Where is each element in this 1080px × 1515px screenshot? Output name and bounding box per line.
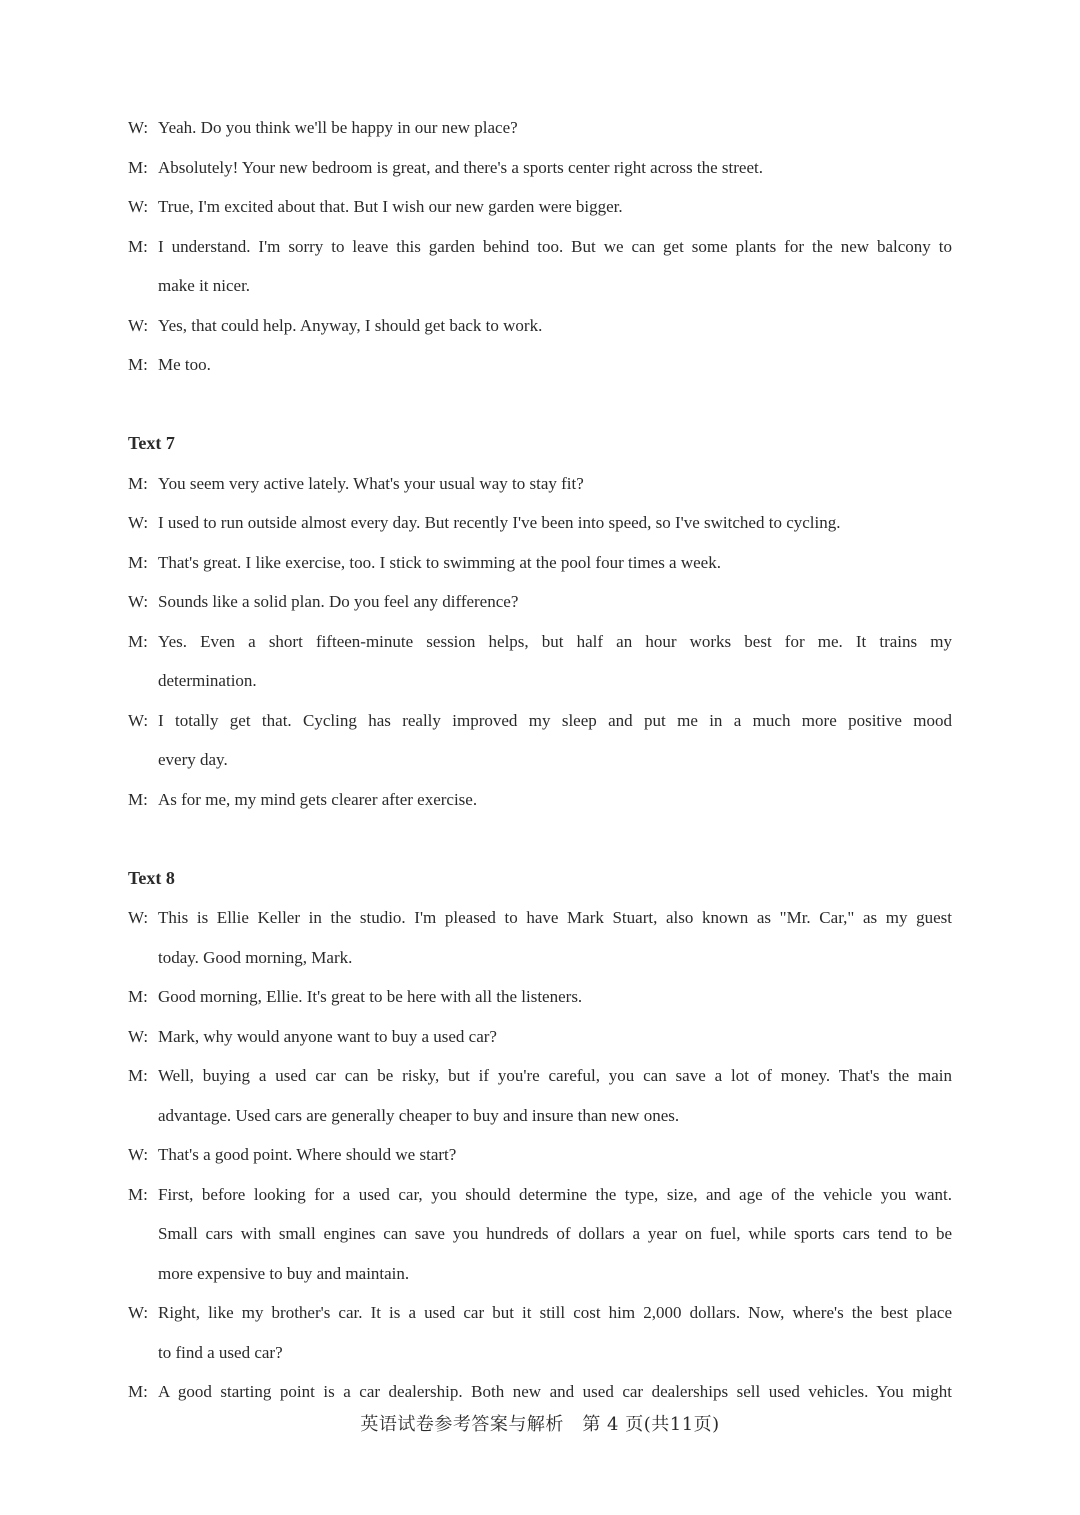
speaker-label: W: bbox=[128, 118, 149, 137]
speaker-label: M: bbox=[128, 157, 148, 177]
dialogue-line bbox=[128, 1017, 952, 1057]
dialogue-line bbox=[128, 306, 952, 346]
dialogue-line bbox=[128, 622, 952, 662]
dialogue-line bbox=[128, 148, 952, 188]
line-text: Me too. bbox=[158, 355, 211, 374]
dialogue-line bbox=[128, 780, 952, 820]
speaker-label: W: bbox=[128, 513, 149, 532]
line-text: First, before looking for a used car, you should determine the type, size, and age of the vehicle you want. bbox=[158, 1184, 952, 1204]
speaker-label: M: bbox=[128, 1184, 148, 1204]
line-text: As for me, my mind gets clearer after exercise. bbox=[158, 789, 478, 809]
dialogue-line bbox=[128, 1175, 952, 1215]
line-text: Good morning, Ellie. It's great to be here with all the listeners. bbox=[158, 987, 583, 1006]
line-text: True, I'm excited about that. But I wish our new garden were bigger. bbox=[158, 197, 623, 216]
speaker-label: W: bbox=[128, 197, 149, 216]
section-heading-text-8: Text 8 bbox=[128, 867, 175, 888]
section-heading-text-7: Text 7 bbox=[128, 433, 175, 453]
dialogue-line bbox=[128, 1293, 952, 1333]
dialogue-line bbox=[128, 464, 952, 504]
line-text: advantage. Used cars are generally cheaper to buy and insure than new ones. bbox=[158, 1105, 680, 1125]
dialogue-continuation-line bbox=[128, 266, 952, 306]
line-text: Right, like my brother's car. It is a used car but it still cost him 2,000 dollars. Now, where's the best place bbox=[158, 1303, 952, 1322]
dialogue-line bbox=[128, 543, 952, 583]
line-text: Well, buying a used car can be risky, but if you're careful, you can save a lot of money. That's the main bbox=[158, 1066, 952, 1085]
line-text: Yeah. Do you think we'll be happy in our new place? bbox=[158, 118, 518, 137]
speaker-label: M: bbox=[128, 355, 148, 374]
dialogue-line bbox=[128, 898, 952, 938]
dialogue-continuation-line bbox=[128, 1254, 952, 1294]
speaker-label: W: bbox=[128, 908, 149, 927]
line-text: to find a used car? bbox=[158, 1342, 283, 1362]
speaker-label: W: bbox=[128, 592, 149, 611]
page-footer: 英语试卷参考答案与解析 第 4 页(共11页) bbox=[360, 1414, 720, 1435]
dialogue-line bbox=[128, 345, 952, 385]
dialogue-continuation-line bbox=[128, 740, 952, 780]
speaker-label: M: bbox=[128, 552, 148, 572]
speaker-label: W: bbox=[128, 1026, 149, 1046]
speaker-label: W: bbox=[128, 1303, 149, 1322]
line-text: today. Good morning, Mark. bbox=[158, 947, 353, 967]
line-text: Mark, why would anyone want to buy a used car? bbox=[158, 1026, 497, 1046]
line-text: Sounds like a solid plan. Do you feel any difference? bbox=[158, 592, 519, 611]
line-text: more expensive to buy and maintain. bbox=[158, 1263, 410, 1283]
dialogue-line bbox=[128, 582, 952, 622]
speaker-label: W: bbox=[128, 1145, 149, 1164]
line-text: That's great. I like exercise, too. I stick to swimming at the pool four times a week. bbox=[158, 552, 721, 572]
speaker-label: M: bbox=[128, 473, 148, 493]
line-text: determination. bbox=[158, 671, 257, 690]
dialogue-continuation-line bbox=[128, 1333, 952, 1373]
line-text: I used to run outside almost every day. But recently I've been into speed, so I've switched to cycling. bbox=[158, 513, 841, 532]
dialogue-line bbox=[128, 1056, 952, 1096]
line-text: This is Ellie Keller in the studio. I'm pleased to have Mark Stuart, also known as "Mr. Car," as my guest bbox=[158, 908, 952, 927]
line-text: Absolutely! Your new bedroom is great, and there's a sports center right across the street. bbox=[158, 157, 763, 177]
line-text: every day. bbox=[158, 750, 228, 769]
speaker-label: W: bbox=[128, 710, 149, 730]
dialogue-continuation-line bbox=[128, 938, 952, 978]
dialogue-line bbox=[128, 1135, 952, 1175]
line-text: Yes, that could help. Anyway, I should get back to work. bbox=[158, 315, 543, 335]
dialogue-line bbox=[128, 187, 952, 227]
line-text: I understand. I'm sorry to leave this garden behind too. But we can get some plants for the new balcony to bbox=[158, 236, 952, 256]
dialogue-line bbox=[128, 701, 952, 741]
dialogue-continuation-line bbox=[128, 1096, 952, 1136]
speaker-label: M: bbox=[128, 1066, 148, 1085]
dialogue-line bbox=[128, 1372, 952, 1412]
dialogue-continuation-line bbox=[128, 661, 952, 701]
line-text: Yes. Even a short fifteen-minute session helps, but half an hour works best for me. It trains my bbox=[158, 631, 952, 651]
line-text: Small cars with small engines can save you hundreds of dollars a year on fuel, while sports cars tend to be bbox=[158, 1224, 952, 1243]
speaker-label: M: bbox=[128, 987, 148, 1006]
transcript-body bbox=[128, 108, 952, 1412]
line-text: You seem very active lately. What's your usual way to stay fit? bbox=[158, 473, 584, 493]
dialogue-line bbox=[128, 977, 952, 1017]
dialogue-continuation-line bbox=[128, 1214, 952, 1254]
dialogue-line bbox=[128, 503, 952, 543]
speaker-label: M: bbox=[128, 789, 148, 809]
line-text: A good starting point is a car dealership. Both new and used car dealerships sell used vehicles. You might bbox=[158, 1382, 952, 1401]
speaker-label: M: bbox=[128, 631, 148, 651]
line-text: That's a good point. Where should we start? bbox=[158, 1145, 457, 1164]
dialogue-line bbox=[128, 108, 952, 148]
speaker-label: M: bbox=[128, 236, 148, 256]
speaker-label: M: bbox=[128, 1382, 148, 1401]
line-text: make it nicer. bbox=[158, 276, 251, 295]
speaker-label: W: bbox=[128, 315, 149, 335]
dialogue-line bbox=[128, 227, 952, 267]
line-text: I totally get that. Cycling has really improved my sleep and put me in a much more positive mood bbox=[158, 710, 952, 730]
